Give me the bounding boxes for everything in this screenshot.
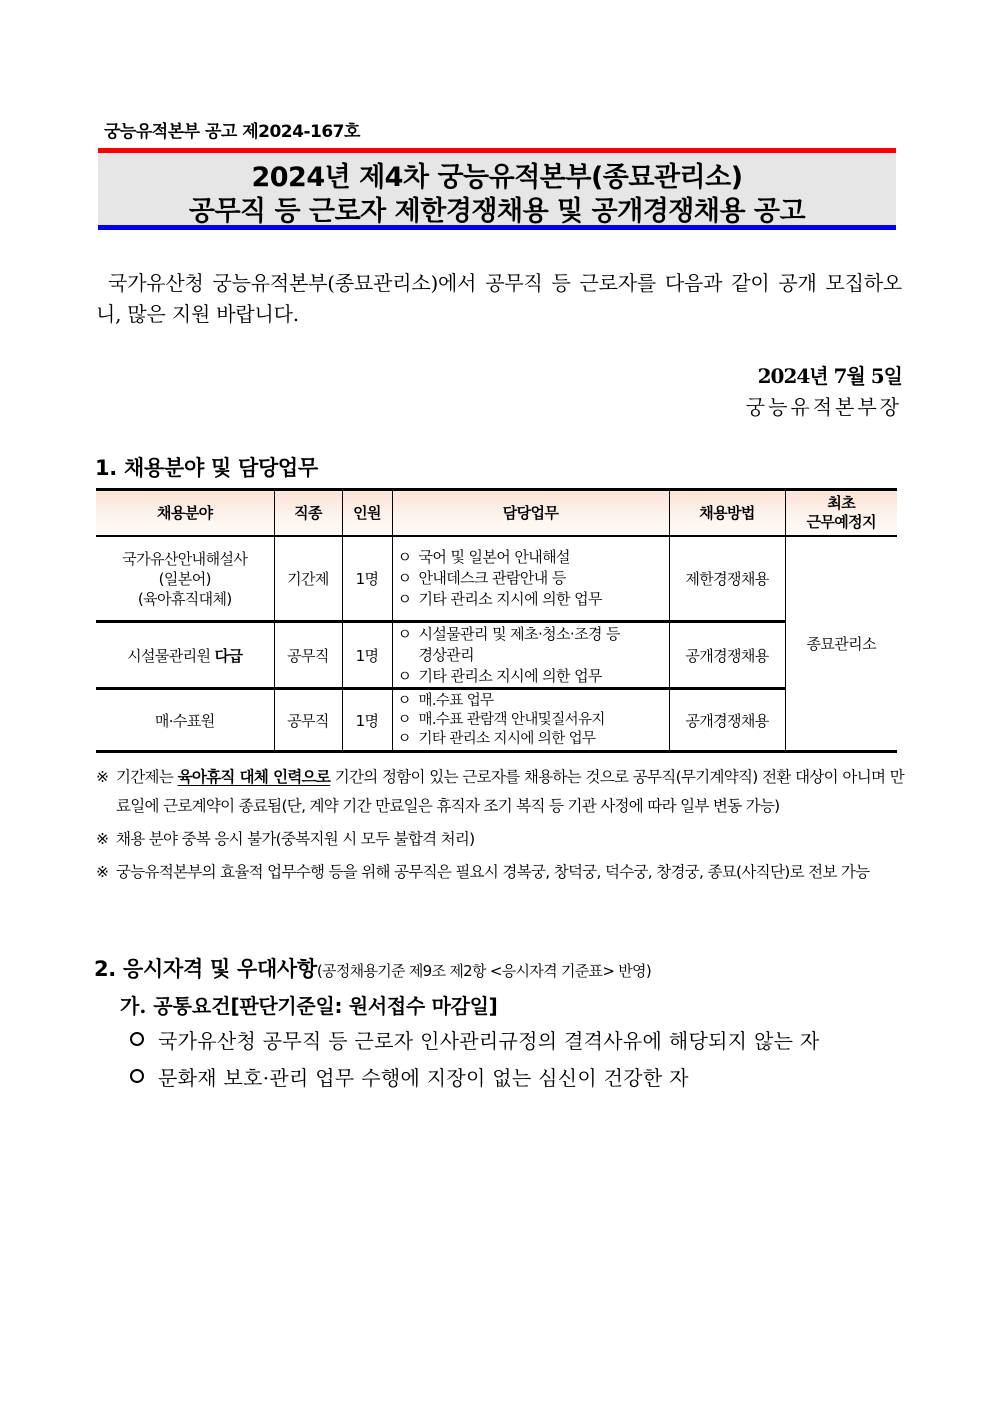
circle-bullet-icon xyxy=(130,1032,144,1046)
header-job-type: 직종 xyxy=(274,490,342,537)
cell-job-type: 공무직 xyxy=(274,622,342,689)
circle-bullet-icon xyxy=(130,1069,144,1083)
title-line-2: 공무직 등 근로자 제한경쟁채용 및 공개경쟁채용 공고 xyxy=(188,196,806,227)
bullet-icon: ㅇ xyxy=(397,711,411,728)
cell-headcount: 1명 xyxy=(342,689,392,752)
note-fixed-term: ※ 기간제는 육아휴직 대체 인력으로 기간의 정함이 있는 근로자를 채용하는 것으로 공무직(무기계약직) 전환 대상이 아니며 만료일에 근로계약이 종료됨(단, 계약 기간 만료일은 휴직자 조기 복직 등 기관 사정에 따라 일부 변동 가능) xyxy=(96,763,904,821)
cell-headcount: 1명 xyxy=(342,536,392,622)
cell-job-type: 공무직 xyxy=(274,689,342,752)
table-row xyxy=(96,536,897,622)
issue-date: 2024년 7월 5일 xyxy=(757,364,902,388)
notes-block xyxy=(96,763,904,891)
bullet-icon: ㅇ xyxy=(397,590,412,608)
requirement-item: 문화재 보호·관리 업무 수행에 지장이 없는 심신이 건강한 자 xyxy=(130,1062,689,1091)
cell-method: 공개경쟁채용 xyxy=(669,689,785,752)
header-workplace: 최초 근무예정지 xyxy=(785,490,897,537)
bullet-icon: ㅇ xyxy=(397,569,412,587)
note-emphasis: 육아휴직 대체 인력으로 xyxy=(177,768,331,786)
note-duplicate-application: ※ 채용 분야 중복 응시 불가(중복지원 시 모두 불합격 처리) xyxy=(96,825,904,854)
recruitment-table xyxy=(96,488,897,753)
header-method: 채용방법 xyxy=(669,490,785,537)
cell-field: 매·수표원 xyxy=(96,689,274,752)
title-line-1: 2024년 제4차 궁능유적본부(종묘관리소) xyxy=(251,162,743,193)
bullet-icon: ㅇ xyxy=(397,624,412,643)
requirement-item: 국가유산청 공무직 등 근로자 인사관리규정의 결격사유에 해당되지 않는 자 xyxy=(130,1025,819,1054)
table-row xyxy=(96,689,897,752)
section-2-subtitle: (공정채용기준 제9조 제2항 <응시자격 기준표> 반영) xyxy=(316,962,651,980)
intro-paragraph xyxy=(96,268,902,330)
section-2-heading: 2. 응시자격 및 우대사항(공정채용기준 제9조 제2항 <응시자격 기준표> 반영) xyxy=(94,957,651,981)
header-duties: 담당업무 xyxy=(392,490,669,537)
cell-field: 국가유산안내해설사 (일본어) (육아휴직대체) xyxy=(96,536,274,622)
cell-job-type: 기간제 xyxy=(274,536,342,622)
intro-text: 국가유산청 궁능유적본부(종묘관리소)에서 공무직 등 근로자를 다음과 같이 공개 모집하오니, 많은 지원 바랍니다. xyxy=(96,271,902,326)
judgment-date-note: [판단기준일: 원서접수 마감일] xyxy=(230,994,498,1018)
announcement-number: 궁능유적본부 공고 제2024-167호 xyxy=(104,122,360,142)
cell-field: 시설물관리원 다급 xyxy=(96,622,274,689)
header-headcount: 인원 xyxy=(342,490,392,537)
cell-headcount: 1명 xyxy=(342,622,392,689)
cell-method: 제한경쟁채용 xyxy=(669,536,785,622)
reference-mark-icon: ※ xyxy=(96,830,109,848)
title-banner xyxy=(98,148,896,230)
note-transfer: ※ 궁능유적본부의 효율적 업무수행 등을 위해 공무직은 필요시 경복궁, 창덕궁, 덕수궁, 창경궁, 종묘(사직단)로 전보 가능 xyxy=(96,858,904,887)
bullet-icon: ㅇ xyxy=(397,692,411,709)
cell-duties: ㅇ 국어 및 일본어 안내해설 ㅇ 안내데스크 관람안내 등 ㅇ 기타 관리소 지시에 의한 업무 xyxy=(392,536,669,622)
grade-label: 다급 xyxy=(214,646,243,665)
table-row xyxy=(96,622,897,689)
subsection-common-requirements: 가. 공통요건[판단기준일: 원서접수 마감일] xyxy=(120,994,498,1018)
cell-workplace: 종묘관리소 xyxy=(785,536,897,752)
bullet-icon: ㅇ xyxy=(397,666,412,685)
table-header-row xyxy=(96,490,897,537)
section-1-heading: 1. 채용분야 및 담당업무 xyxy=(95,456,318,480)
bullet-icon: ㅇ xyxy=(397,548,412,566)
issuer-signature: 궁능유적본부장 xyxy=(745,395,902,419)
reference-mark-icon: ※ xyxy=(96,768,109,786)
cell-duties: ㅇ 시설물관리 및 제초·청소·조경 등 경상관리 ㅇ 기타 관리소 지시에 의한 업무 xyxy=(392,622,669,689)
cell-duties: ㅇ 매.수표 업무 ㅇ 매.수표 관람객 안내및질서유지 ㅇ 기타 관리소 지시에 의한 업무 xyxy=(392,689,669,752)
cell-method: 공개경쟁채용 xyxy=(669,622,785,689)
reference-mark-icon: ※ xyxy=(96,863,109,881)
bullet-icon: ㅇ xyxy=(397,730,411,747)
header-field: 채용분야 xyxy=(96,490,274,537)
